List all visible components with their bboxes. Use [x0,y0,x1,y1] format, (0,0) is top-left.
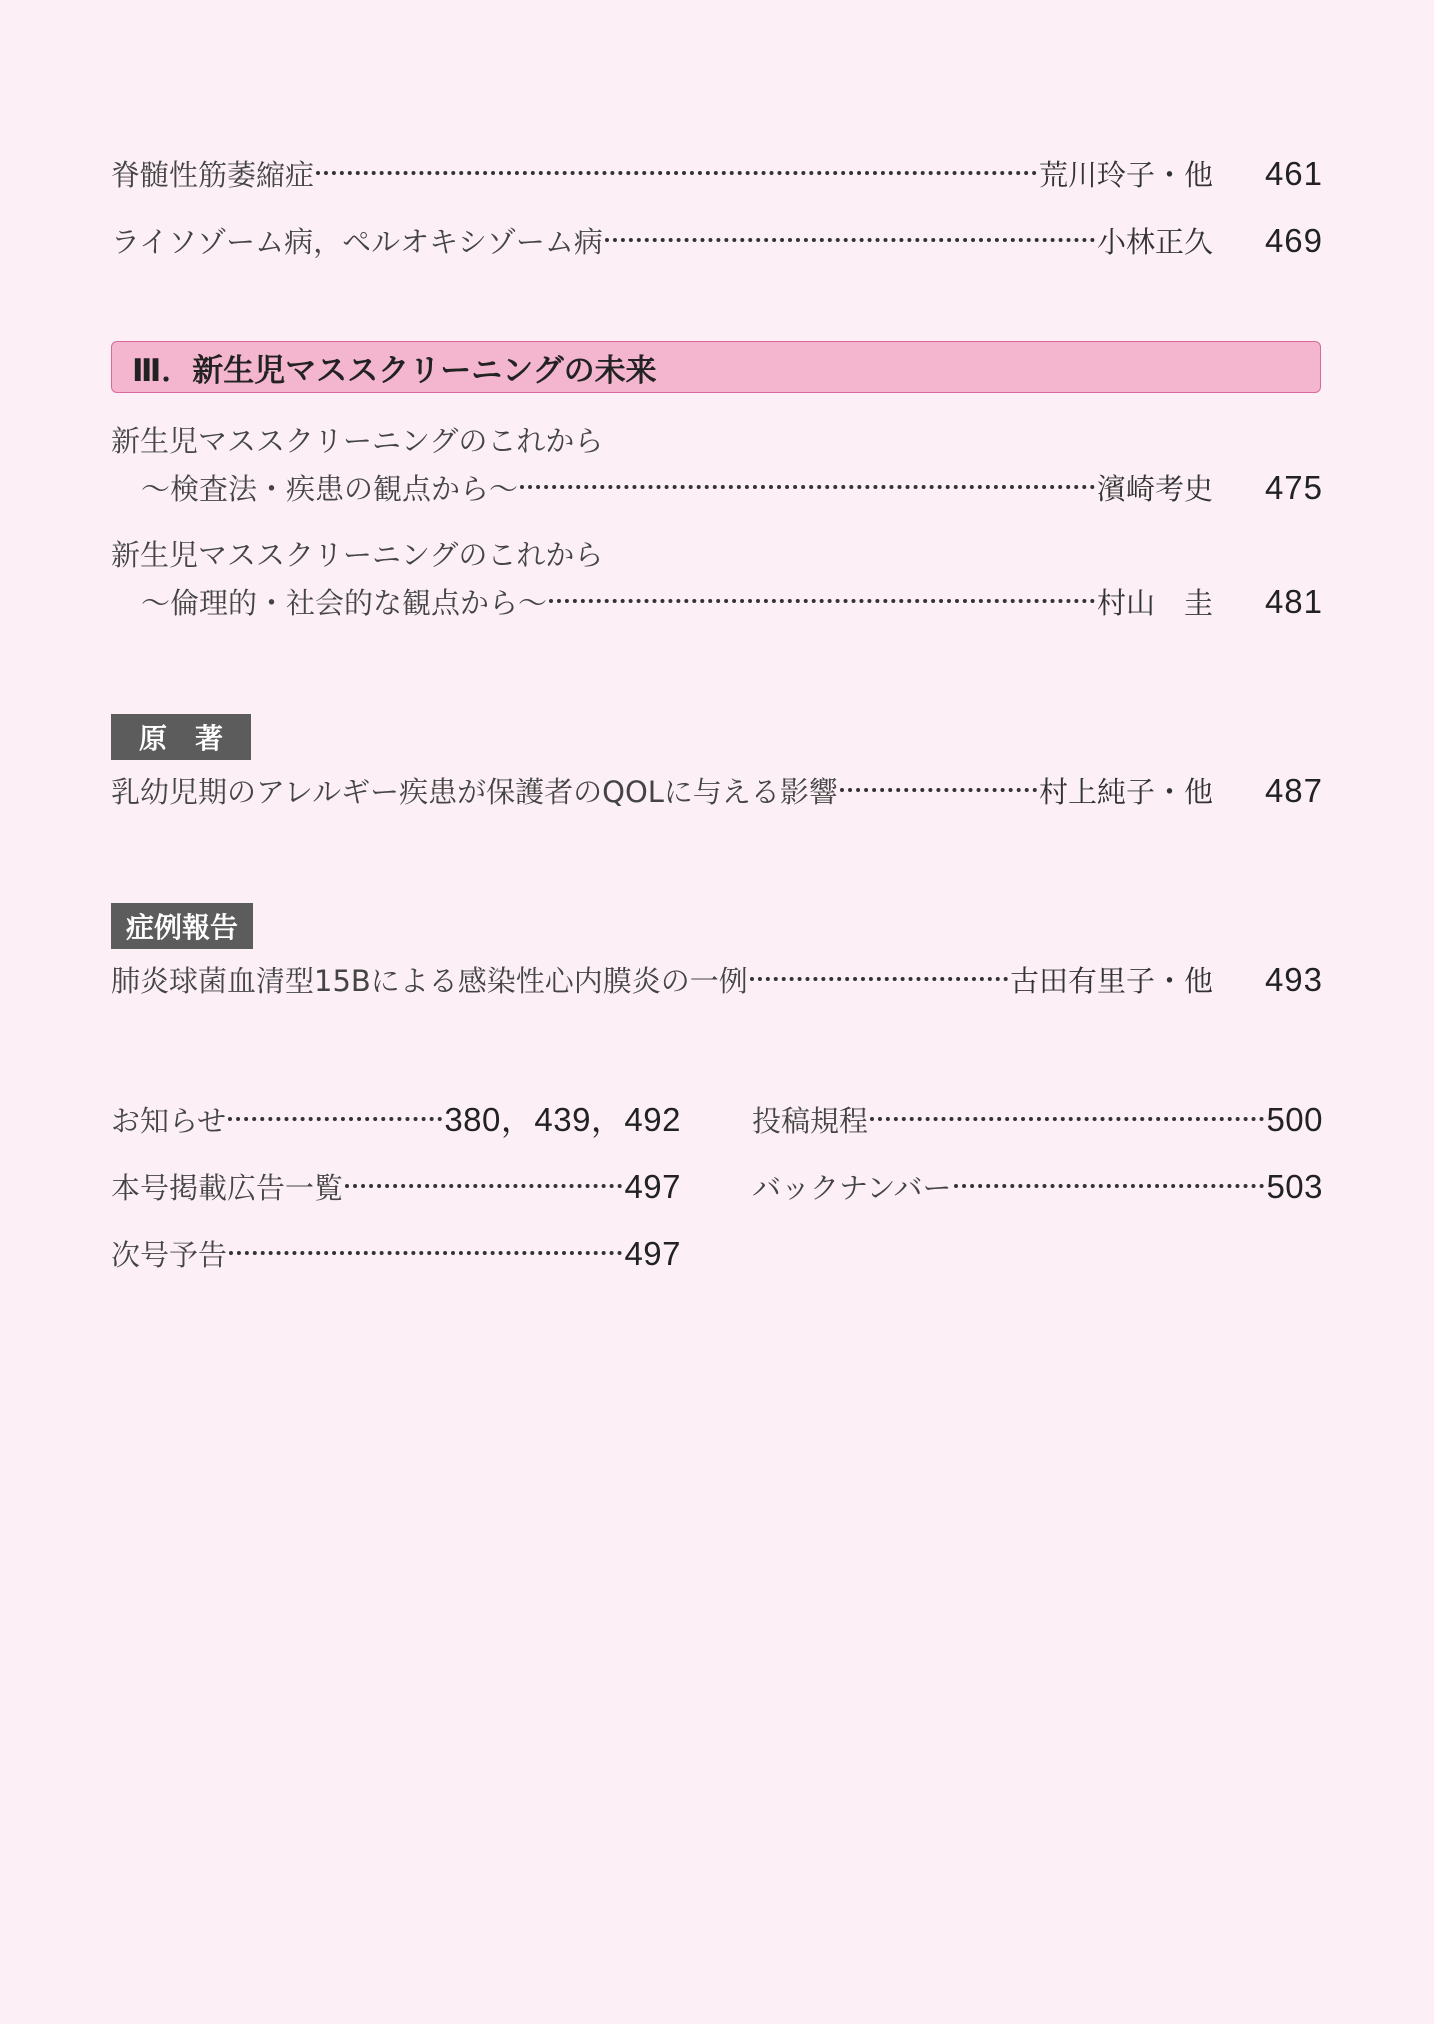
misc-page: 497 [624,1235,681,1272]
dot-leader [228,1117,442,1121]
entry-page: 493 [1264,961,1323,998]
toc-entry[interactable] [111,772,1323,810]
misc-page: 500 [1266,1101,1323,1138]
misc-item[interactable] [111,1235,681,1273]
dot-leader [870,1117,1264,1121]
entry-page: 481 [1264,583,1323,620]
dot-leader [345,1184,622,1188]
misc-label: 投稿規程 [752,1104,869,1138]
misc-item[interactable] [752,1168,1323,1206]
entry-title: 新生児マススクリーニングのこれから [111,424,604,458]
entry-author: 村上純子・他 [1038,775,1213,809]
dot-leader [605,238,1095,242]
entry-page: 487 [1264,772,1323,809]
toc-entry[interactable] [111,422,1323,507]
dot-leader [840,788,1037,792]
misc-label: お知らせ [111,1104,227,1138]
misc-page: 380，439，492 [444,1101,681,1138]
dot-leader [229,1251,622,1255]
entry-author: 村山 圭 [1096,586,1213,620]
entry-page: 461 [1264,155,1323,192]
dot-leader [316,171,1037,175]
entry-title: 肺炎球菌血清型15Bによる感染性心内膜炎の一例 [111,964,748,998]
entry-subtitle: ～倫理的・社会的な観点から～ [141,586,548,620]
section-header: Ⅲ．新生児マススクリーニングの未来 [111,341,1321,393]
entry-title: 脊髄性筋萎縮症 [111,158,315,192]
original-article-tag: 原 著 [111,714,251,760]
toc-entry[interactable] [111,536,1323,621]
case-report-tag: 症例報告 [111,903,253,949]
entry-author: 荒川玲子・他 [1038,158,1213,192]
misc-label: バックナンバー [752,1171,952,1205]
entry-page: 469 [1264,222,1323,259]
dot-leader [549,599,1095,603]
entry-author: 古田有里子・他 [1009,964,1213,998]
dot-leader [750,977,1008,981]
misc-label: 次号予告 [111,1238,228,1272]
misc-page: 497 [624,1168,681,1205]
misc-label: 本号掲載広告一覧 [111,1171,344,1205]
entry-title: 新生児マススクリーニングのこれから [111,538,604,572]
entry-subtitle: ～検査法・疾患の観点から～ [141,472,519,506]
toc-entry[interactable] [111,222,1323,260]
entry-author: 小林正久 [1096,225,1213,259]
misc-item[interactable] [111,1101,681,1139]
misc-page: 503 [1266,1168,1323,1205]
misc-item[interactable] [752,1101,1323,1139]
entry-author: 濱崎考史 [1096,472,1213,506]
entry-title: 乳幼児期のアレルギー疾患が保護者のQOLに与える影響 [111,775,838,809]
dot-leader [520,485,1095,489]
entry-title: ライソゾーム病，ペルオキシゾーム病 [111,225,603,259]
entry-page: 475 [1264,469,1323,506]
toc-entry[interactable] [111,961,1323,999]
misc-item[interactable] [111,1168,681,1206]
dot-leader [954,1184,1265,1188]
toc-entry[interactable] [111,155,1323,193]
